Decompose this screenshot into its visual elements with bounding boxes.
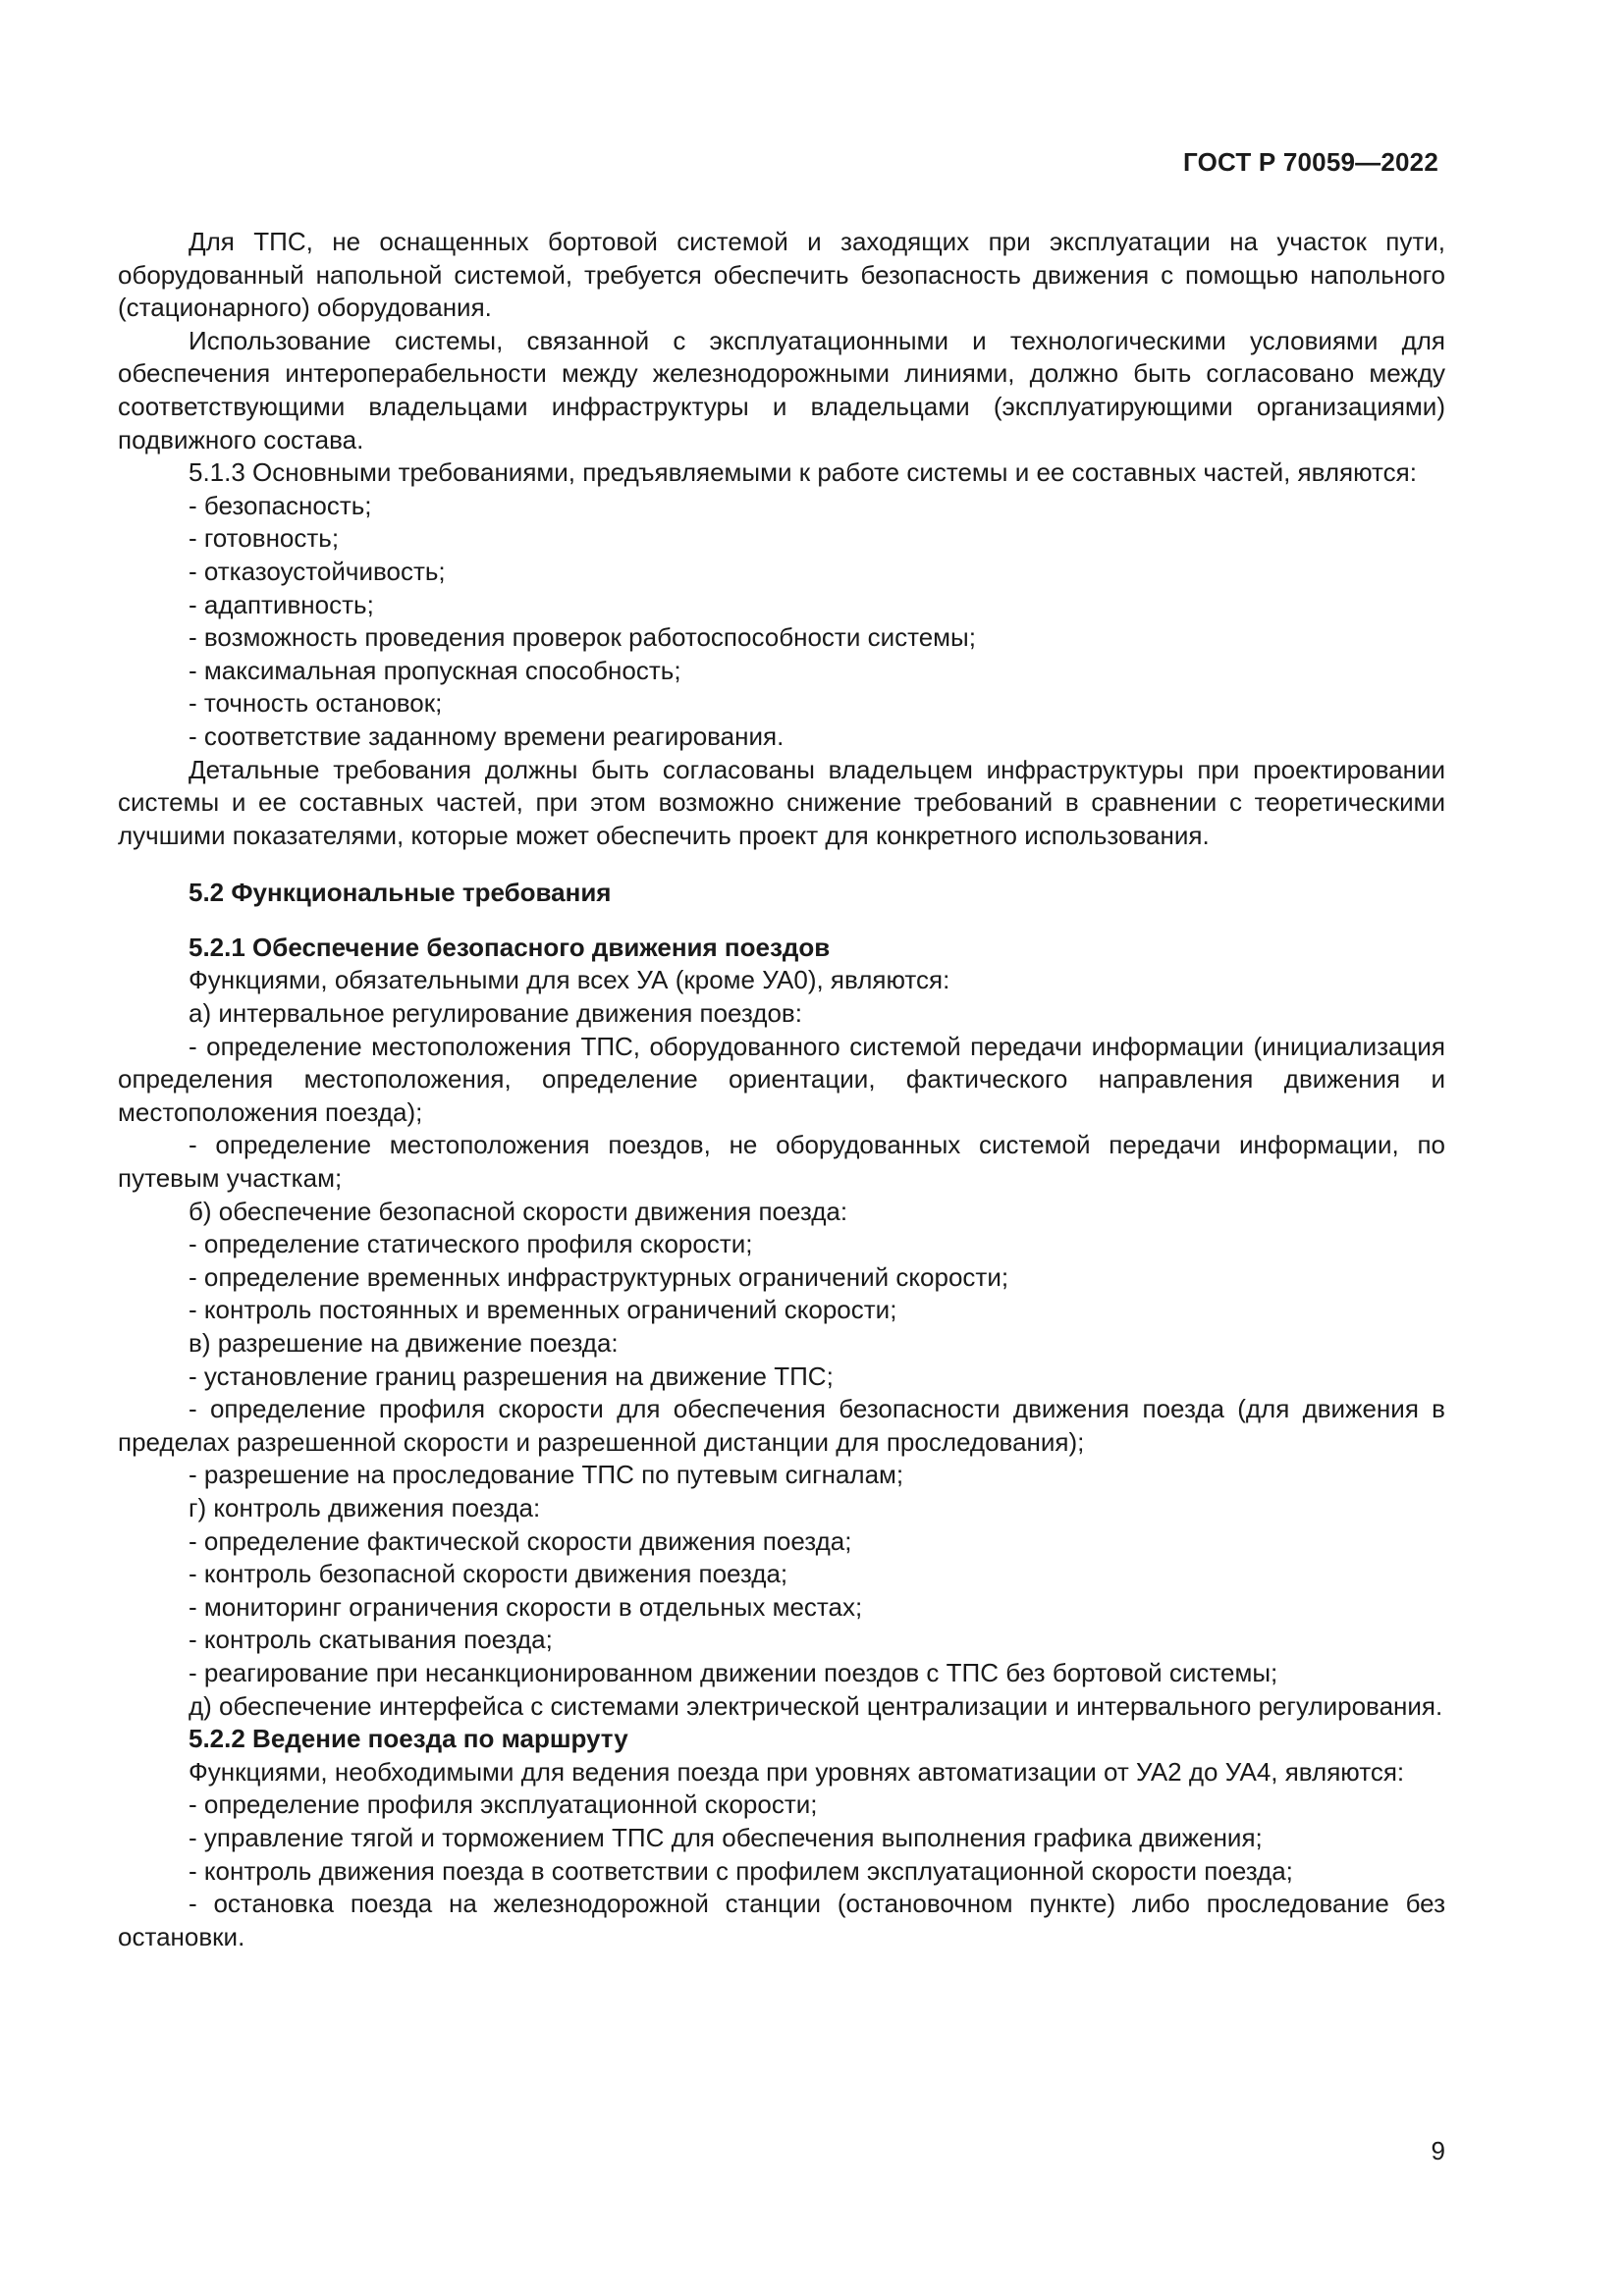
list-item: - установление границ разрешения на движение ТПС; bbox=[189, 1361, 834, 1391]
paragraph: Детальные требования должны быть согласованы владельцем инфраструктуры при проектировании системы и ее составных частей, при этом возможно снижение требований в сравнении с теоретическими лучшими показателями, которые может обеспечить проект для конкретного использования. bbox=[118, 754, 1445, 850]
list-item: а) интервальное регулирование движения поездов: bbox=[189, 998, 802, 1029]
list-item: б) обеспечение безопасной скорости движения поезда: bbox=[189, 1196, 848, 1226]
page-number: 9 bbox=[1431, 2136, 1445, 2165]
list-item: - максимальная пропускная способность; bbox=[189, 655, 681, 685]
list-item: - реагирование при несанкционированном движении поездов с ТПС без бортовой системы; bbox=[189, 1657, 1278, 1687]
subsection-heading: 5.2.1 Обеспечение безопасного движения поездов bbox=[189, 932, 831, 962]
list-item: - контроль движения поезда в соответствии с профилем эксплуатационной скорости поезда; bbox=[189, 1855, 1293, 1886]
list-item: в) разрешение на движение поезда: bbox=[189, 1328, 619, 1358]
list-item: - определение статического профиля скорости; bbox=[189, 1229, 753, 1259]
list-item: - определение фактической скорости движения поезда; bbox=[189, 1525, 852, 1556]
list-item: - точность остановок; bbox=[189, 688, 443, 719]
list-item: - остановка поезда на железнодорожной станции (остановочном пункте) либо проследование без остановки. bbox=[118, 1889, 1445, 1951]
list-item: - адаптивность; bbox=[189, 589, 374, 619]
list-item: - мониторинг ограничения скорости в отдельных местах; bbox=[189, 1591, 863, 1622]
list-item: - готовность; bbox=[189, 523, 340, 554]
list-item: - разрешение на проследование ТПС по путевым сигналам; bbox=[189, 1460, 904, 1490]
list-item: - контроль безопасной скорости движения поезда; bbox=[189, 1559, 788, 1589]
list-item: - определение местоположения ТПС, оборудованного системой передачи информации (инициализация определения местоположения, определение ориентации, фактического направления движения и местоположения поезда); bbox=[118, 1031, 1445, 1127]
list-item: - определение временных инфраструктурных ограничений скорости; bbox=[189, 1261, 1009, 1292]
list-item: - контроль постоянных и временных ограничений скорости; bbox=[189, 1295, 897, 1325]
paragraph: Использование системы, связанной с эксплуатационными и технологическими условиями для обеспечения интероперабельности между железнодорожными линиями, должно быть согласовано между соответствующими владельцами инфраструктуры и владельцами (эксплуатирующими организациями) подвижного состава. bbox=[118, 325, 1445, 454]
list-item: г) контроль движения поезда: bbox=[189, 1492, 541, 1522]
list-item: - управление тягой и торможением ТПС для обеспечения выполнения графика движения; bbox=[189, 1822, 1263, 1852]
paragraph: 5.1.3 Основными требованиями, предъявляемыми к работе системы и ее составных частей, являются: bbox=[189, 457, 1417, 488]
list-item: - определение местоположения поездов, не оборудованных системой передачи информации, по путевым участкам; bbox=[118, 1130, 1445, 1194]
list-item: д) обеспечение интерфейса с системами электрической централизации и интервального регулирования. bbox=[189, 1690, 1443, 1721]
list-item: - возможность проведения проверок работоспособности системы; bbox=[189, 622, 976, 653]
section-heading: 5.2 Функциональные требования bbox=[189, 878, 612, 908]
page-content bbox=[118, 226, 1445, 1953]
subsection-heading: 5.2.2 Ведение поезда по маршруту bbox=[189, 1724, 628, 1754]
list-item: - соответствие заданному времени реагирования. bbox=[189, 721, 785, 751]
list-item: - определение профиля эксплуатационной скорости; bbox=[189, 1789, 818, 1820]
list-item: - безопасность; bbox=[189, 490, 372, 520]
paragraph: Для ТПС, не оснащенных бортовой системой и заходящих при эксплуатации на участок пути, оборудованный напольной системой, требуется обеспечить безопасность движения с помощью напольного (стационарного) оборудования. bbox=[118, 227, 1445, 323]
paragraph: Функциями, обязательными для всех УА (кроме УА0), являются: bbox=[189, 965, 950, 995]
paragraph: Функциями, необходимыми для ведения поезда при уровнях автоматизации от УА2 до УА4, являются: bbox=[189, 1756, 1405, 1787]
list-item: - определение профиля скорости для обеспечения безопасности движения поезда (для движения в пределах разрешенной скорости и разрешенной дистанции для проследования); bbox=[118, 1394, 1445, 1457]
list-item: - контроль скатывания поезда; bbox=[189, 1625, 553, 1655]
list-item: - отказоустойчивость; bbox=[189, 556, 446, 586]
document-id: ГОСТ Р 70059—2022 bbox=[1183, 147, 1438, 177]
